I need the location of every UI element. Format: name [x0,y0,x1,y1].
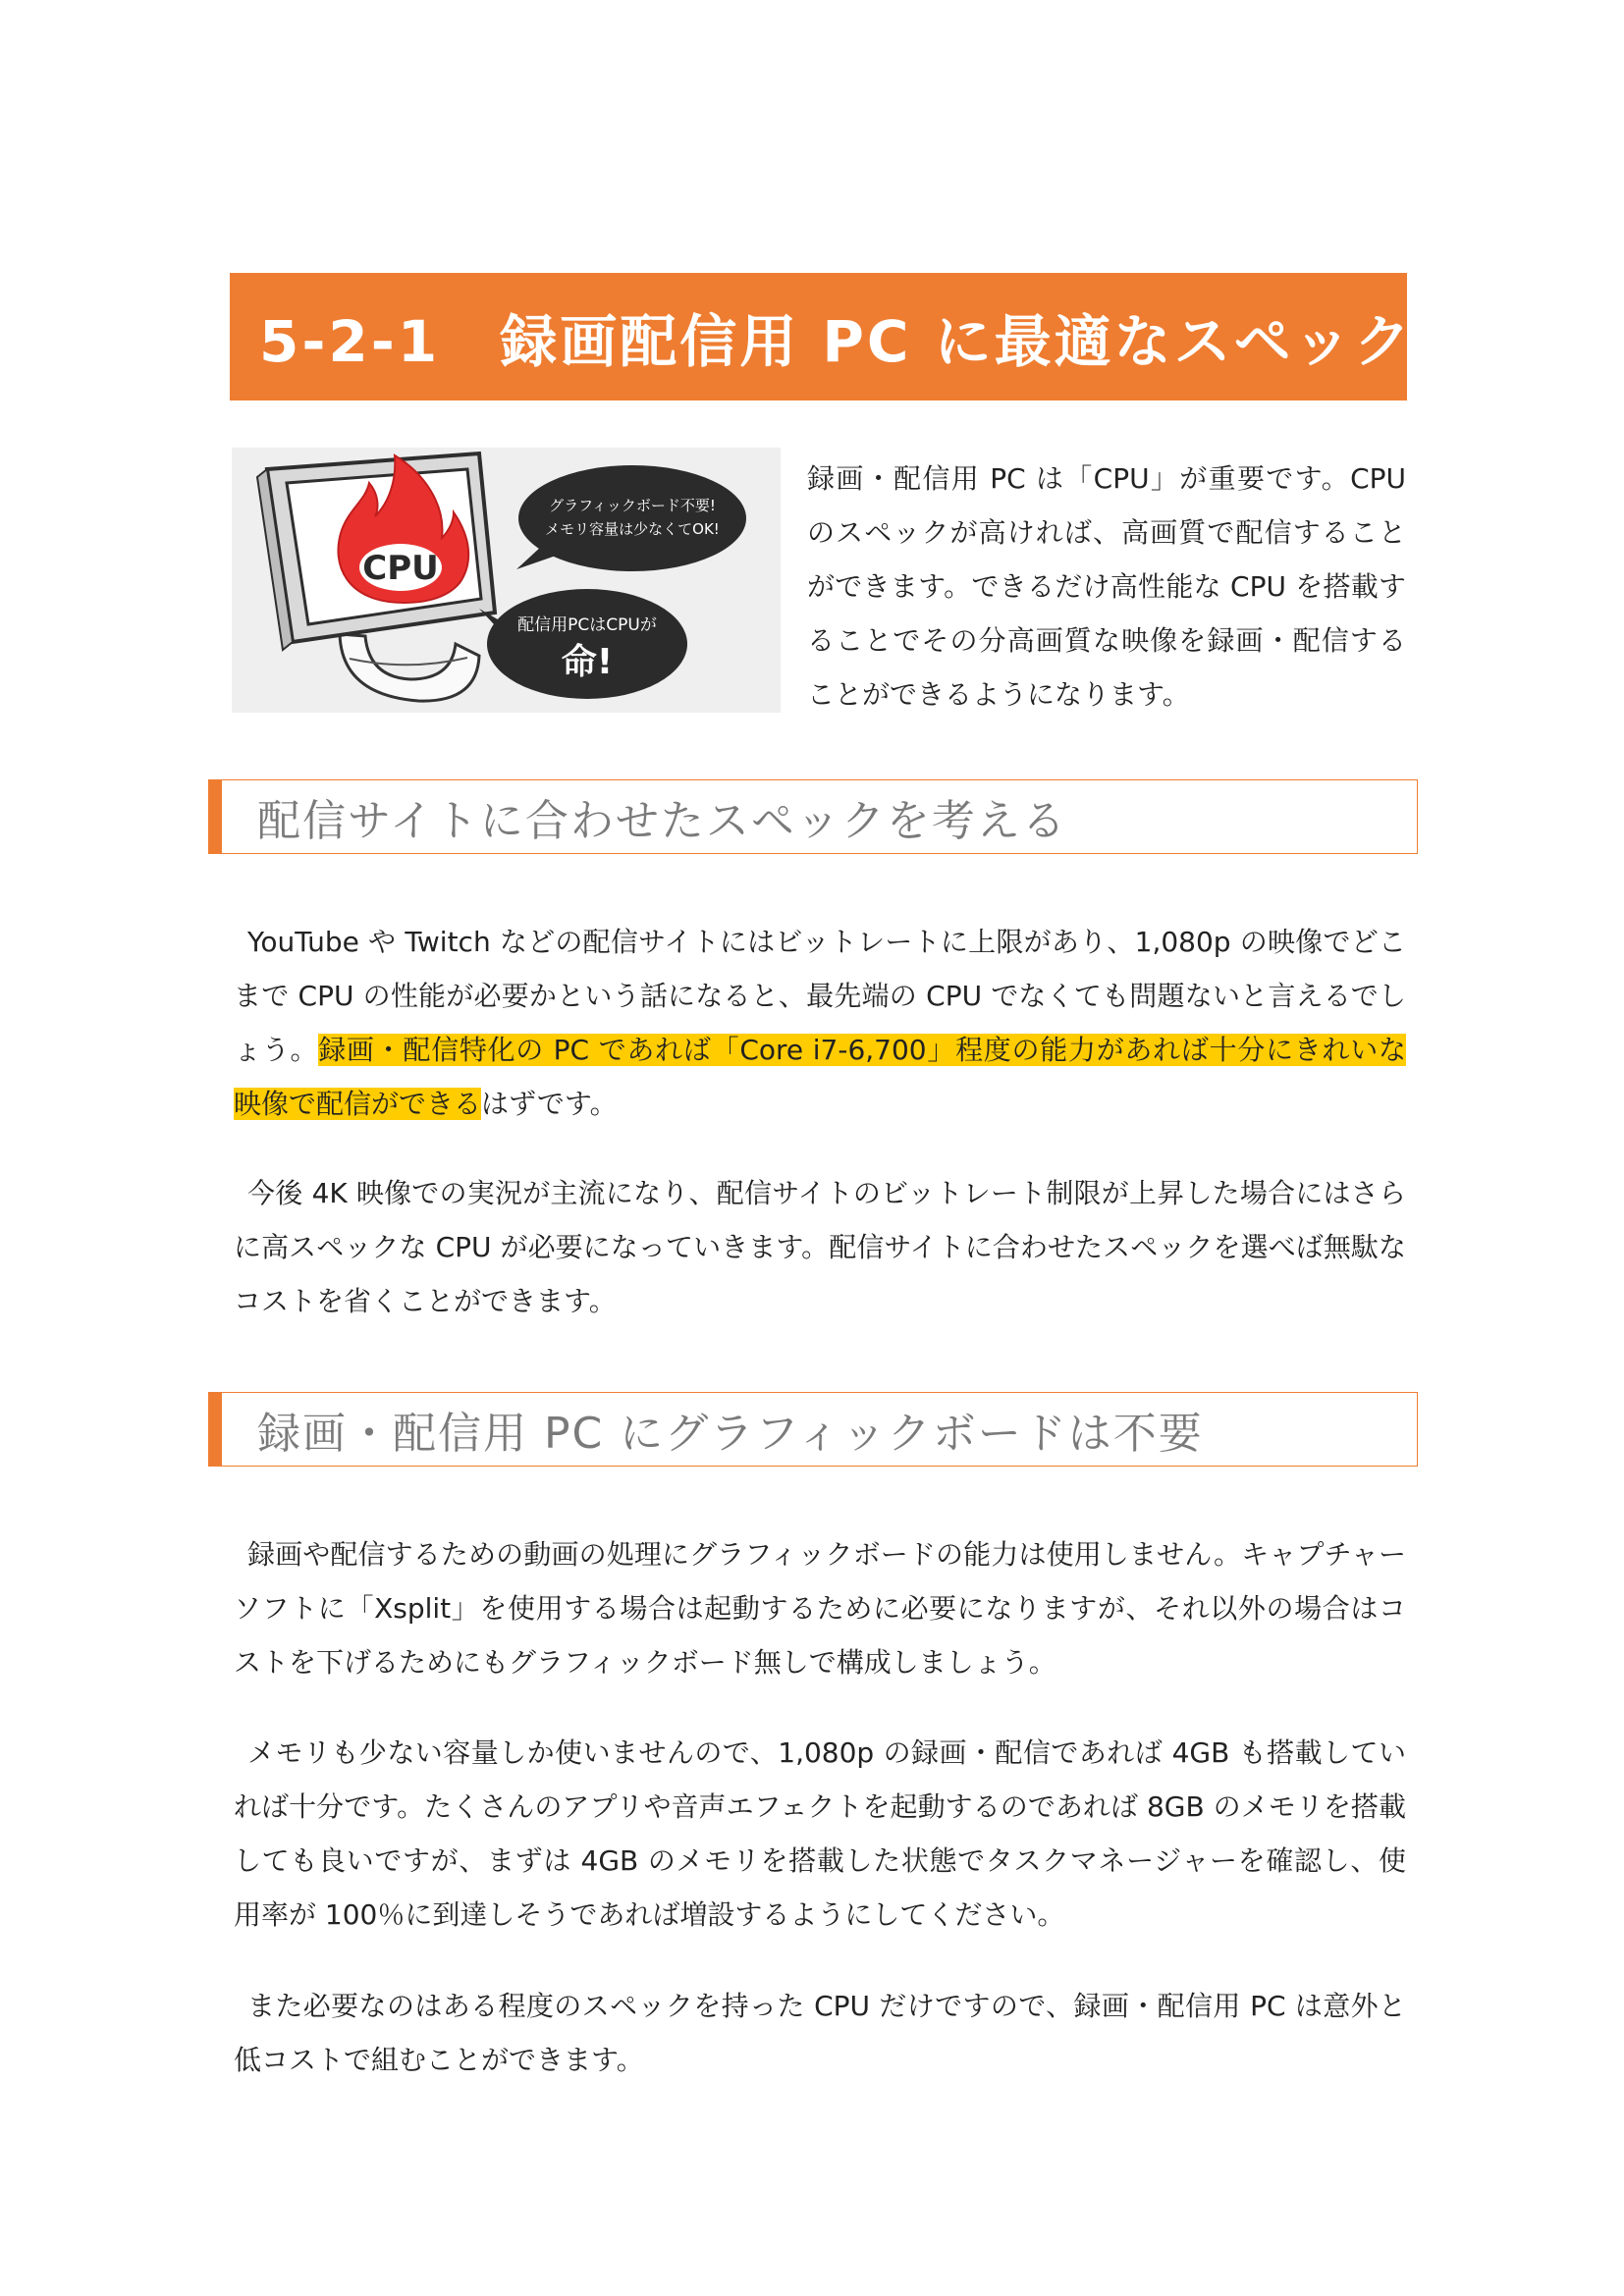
section1-p2-text: 今後 4K 映像での実況が主流になり、配信サイトのビットレート制限が上昇した場合にはさらに高スペックな CPU が必要になっていきます。配信サイトに合わせたスペックを選べば無駄なコストを省くことができます。 [234,1177,1406,1317]
section2-p2-text: メモリも少ない容量しか使いませんので、1,080p の録画・配信であれば 4GB も搭載していれば十分です。たくさんのアプリや音声エフェクトを起動するのであれば 8GB のメモリを搭載しても良いですが、まずは 4GB のメモリを搭載した状態でタスクマネージャーを確認し、使用率が 100％に到達しそうであれば増設するようにしてください。 [234,1736,1407,1931]
intro-text: 録画・配信用 PC は「CPU」が重要です。CPU のスペックが高ければ、高画質で配信することができます。できるだけ高性能な CPU を搭載することでその分高画質な映像を録画・配信することができるようになります。 [807,462,1406,711]
page-title: 5-2-1 録画配信用 PC に最適なスペック [259,308,1414,375]
highlighted-text: 録画・配信特化の PC であれば「Core i7-6,700」程度の能力があれば十分にきれいな映像で配信ができる [234,1034,1406,1120]
section2-paragraph-1 [234,1527,1406,1689]
section-heading-box-2 [208,1392,1418,1467]
section1-p1-text: YouTube や Twitch などの配信サイトにはビットレートに上限があり、1,080p の映像でどこまで CPU の性能が必要かという話になると、最先端の CPU でなくても問題ないと言えるでしょう。 [234,926,1406,1066]
section2-paragraph-2 [234,1726,1406,1942]
page-title-bar [230,273,1414,400]
flame-cpu-text: CPU [362,549,439,588]
section1-p1-tail: はずです。 [481,1088,618,1120]
section1-paragraph-2 [234,1166,1406,1328]
section-heading-2: 録画・配信用 PC にグラフィックボードは不要 [257,1409,1204,1459]
section1-paragraph-1 [234,915,1406,1131]
section2-p3-text: また必要なのはある程度のスペックを持った CPU だけですので、録画・配信用 PC は意外と低コストで組むことができます。 [234,1990,1406,2076]
section2-paragraph-3 [234,1979,1406,2087]
bubble-top-line1: グラフィックボード不要! [549,497,716,514]
bubble-bottom-line2: 命! [561,642,614,682]
cpu-illustration [232,448,781,713]
section2-p1-text: 録画や配信するための動画の処理にグラフィックボードの能力は使用しません。キャプチャーソフトに「Xsplit」を使用する場合は起動するために必要になりますが、それ以外の場合はコストを下げるためにもグラフィックボード無しで構成しましょう。 [234,1538,1406,1679]
monitor-cpu-drawing [232,448,781,713]
intro-paragraph [807,452,1406,721]
section-heading-1: 配信サイトに合わせたスペックを考える [257,796,1067,846]
section-heading-box-1 [208,779,1418,854]
bubble-bottom-line1: 配信用PCはCPUが [517,615,657,635]
bubble-top-line2: メモリ容量は少なくてOK! [545,520,720,538]
